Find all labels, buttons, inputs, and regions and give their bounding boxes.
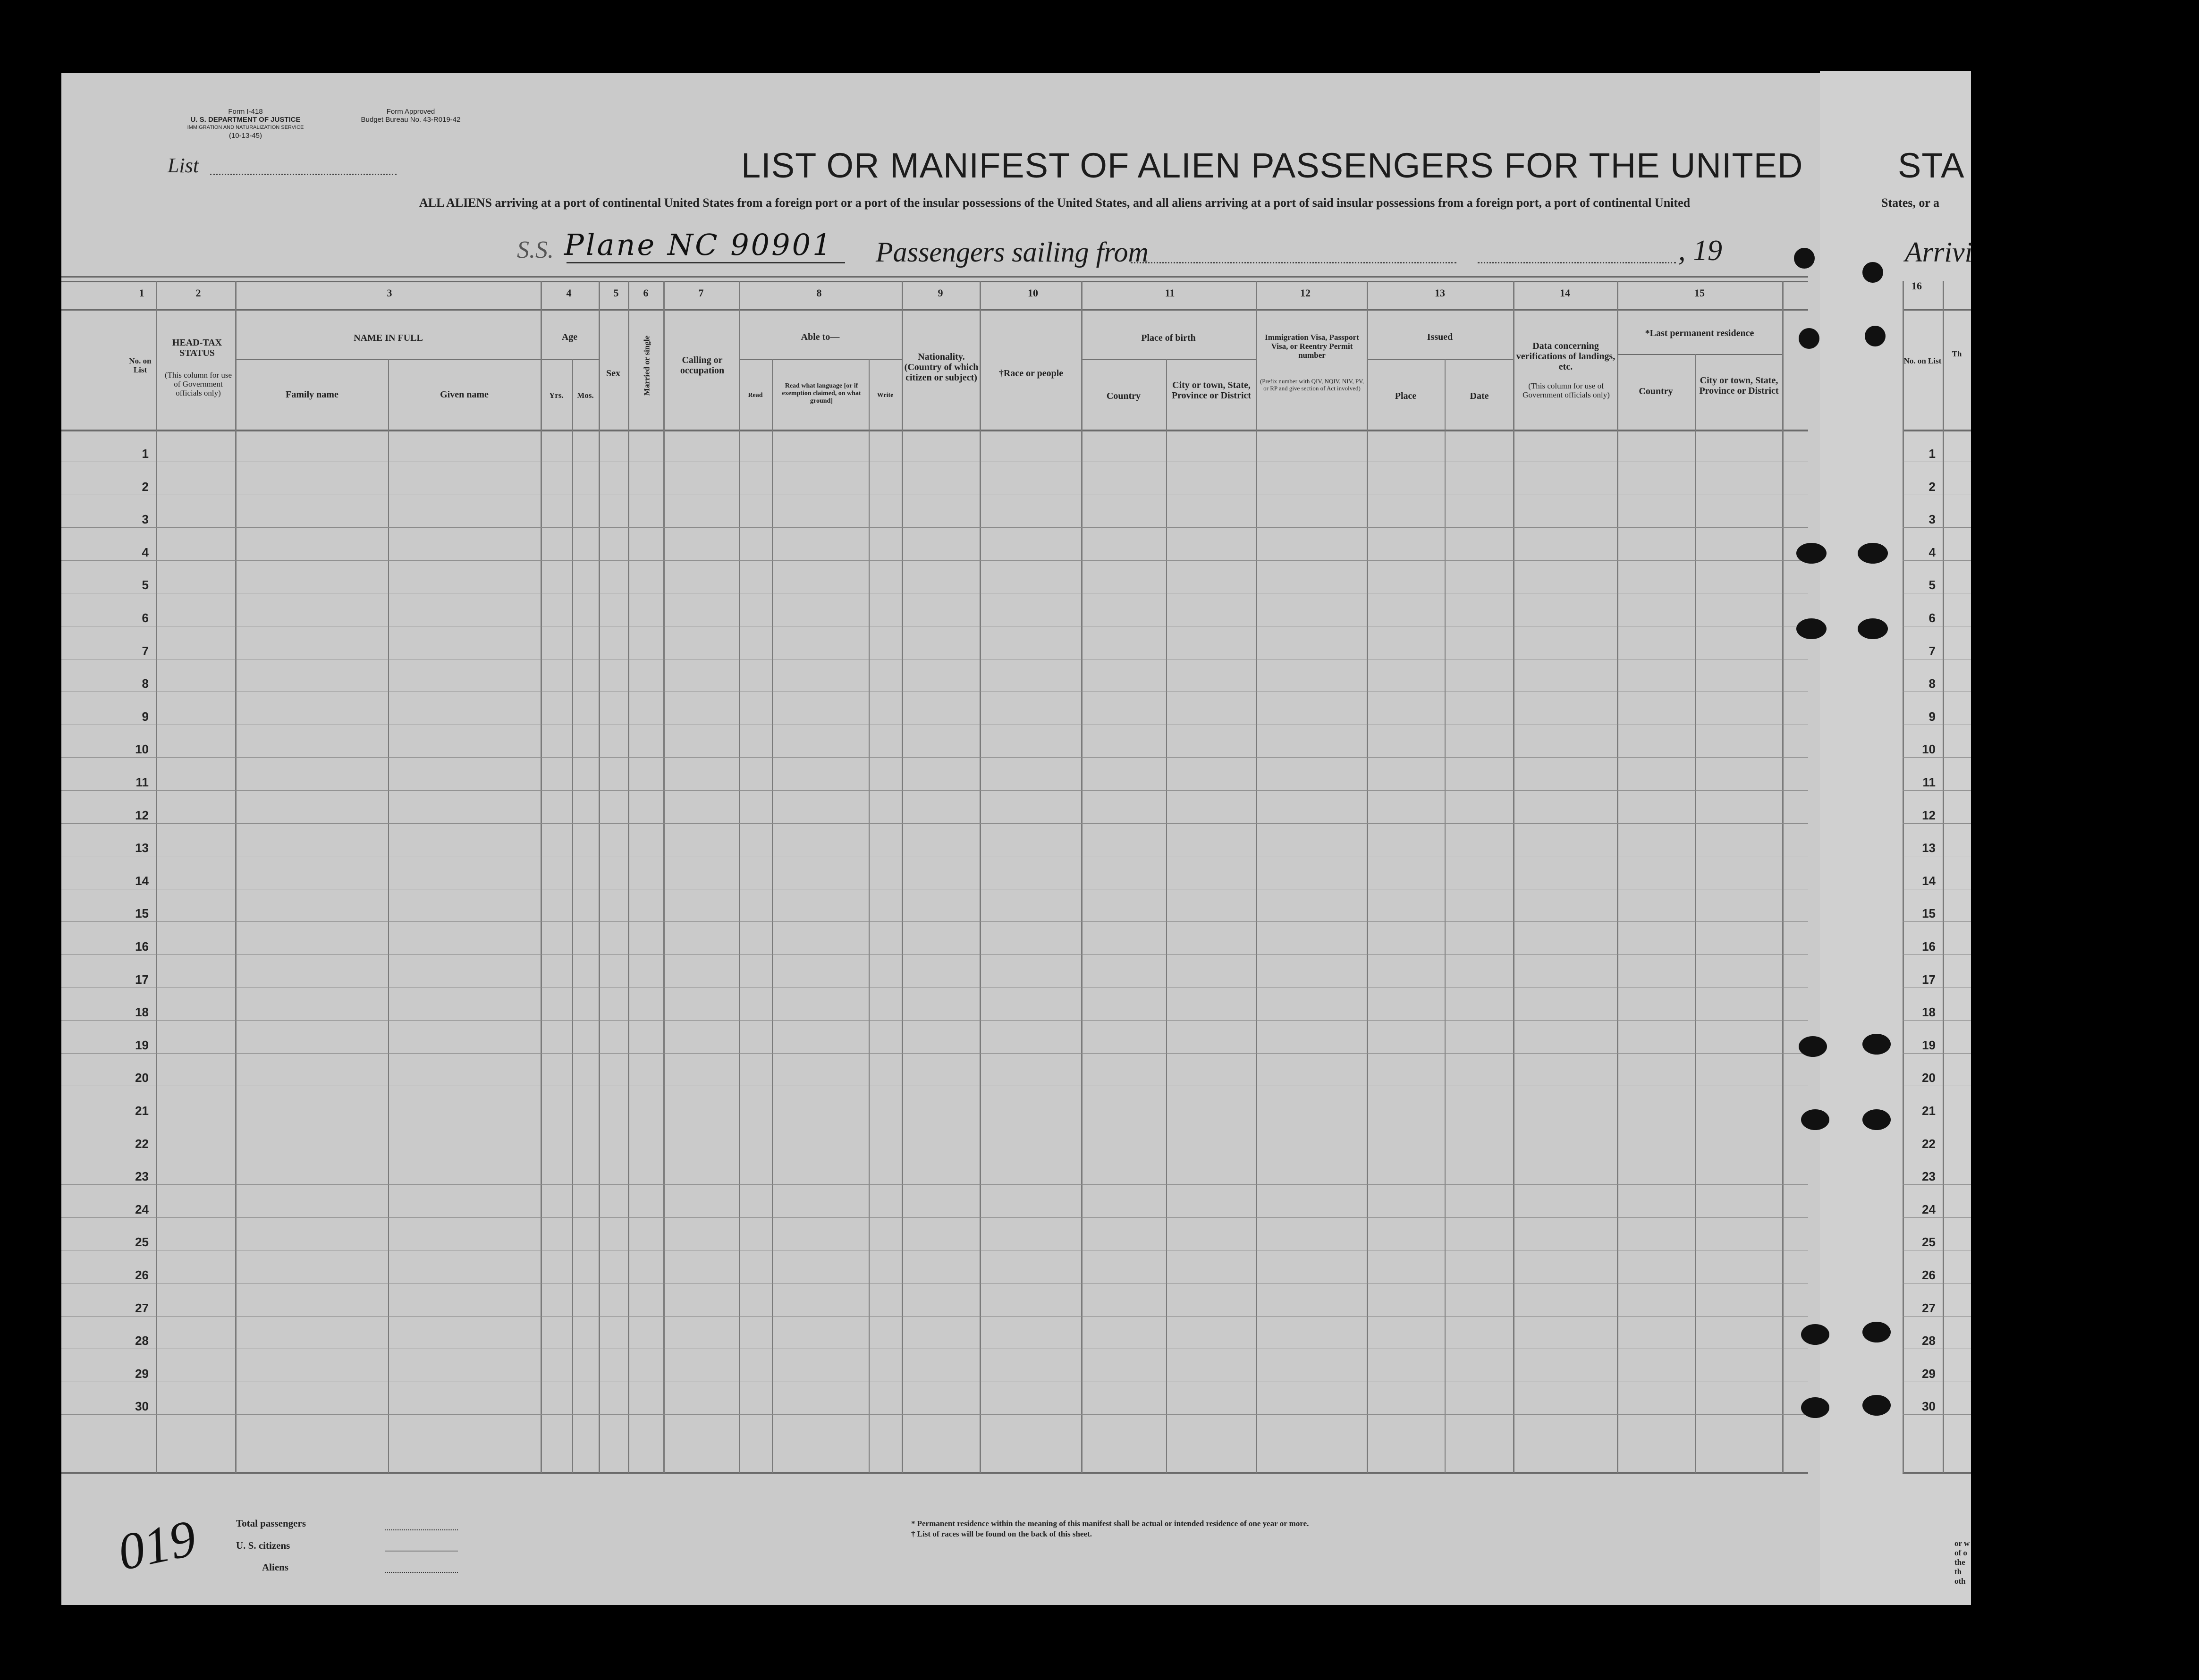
col-line [1617, 281, 1618, 1473]
col-line [1782, 281, 1784, 1473]
row-number: 23 [135, 1169, 149, 1183]
header-th: Th [1952, 349, 1962, 358]
col-num-12: 12 [1300, 287, 1311, 299]
row-number: 10 [135, 742, 149, 756]
row-line [61, 1414, 1808, 1415]
punch-hole [1799, 1036, 1827, 1057]
header-issued: Issued [1427, 332, 1453, 342]
row-number: 24 [135, 1202, 149, 1216]
row-number-right: 16 [1922, 939, 1936, 954]
col-line [628, 281, 629, 1473]
row-line-right [1903, 1217, 1971, 1218]
row-number: 9 [142, 709, 149, 724]
punch-hole [1862, 1109, 1891, 1130]
header-yrs: Yrs. [549, 391, 564, 400]
row-number-right: 17 [1922, 972, 1936, 987]
header-last-residence: *Last permanent residence [1645, 328, 1754, 338]
row-number-right: 7 [1928, 644, 1936, 658]
us-citizens-label: U. S. citizens [236, 1540, 290, 1551]
year-label: , 19 [1678, 235, 1722, 267]
col-line [1513, 281, 1514, 1473]
row-line [61, 1184, 1808, 1185]
row-line [61, 823, 1808, 824]
header-residence-city: City or town, State, Province or District [1699, 375, 1779, 396]
row-line-right [1903, 1020, 1971, 1021]
row-number-right: 1 [1928, 447, 1936, 461]
row-number: 25 [135, 1235, 149, 1249]
row-number-right: 29 [1922, 1367, 1936, 1381]
issued-subrule [1367, 359, 1513, 360]
form-approval [340, 108, 482, 124]
row-number: 4 [142, 545, 149, 559]
header-verifications: Data concerning verifications of landings, etc. [1516, 341, 1615, 372]
header-birth-country: Country [1106, 391, 1141, 401]
row-number: 5 [142, 578, 149, 592]
row-number: 22 [135, 1137, 149, 1151]
row-line [61, 921, 1808, 922]
row-number-right: 13 [1922, 841, 1936, 855]
row-line-right [1903, 954, 1971, 955]
row-number-right: 8 [1928, 676, 1936, 691]
row-line-right [1903, 757, 1971, 758]
header-age: Age [561, 332, 578, 342]
col-num-6: 6 [643, 287, 649, 299]
punch-hole [1862, 262, 1883, 283]
row-number: 6 [142, 611, 149, 625]
row-number: 12 [135, 808, 149, 822]
row-line-right [1903, 560, 1971, 561]
header-visa: Immigration Visa, Passport Visa, or Reentry Permit number [1265, 333, 1359, 360]
col-num-1: 1 [139, 287, 144, 299]
form-budget: Budget Bureau No. 43-R019-42 [361, 116, 461, 124]
col-num-4: 4 [566, 287, 572, 299]
handwritten-page-number: 019 [113, 1509, 201, 1581]
row-number-right: 20 [1922, 1071, 1936, 1085]
punch-hole [1799, 328, 1819, 349]
col-num-11: 11 [1165, 287, 1175, 299]
page-title: LIST OR MANIFEST OF ALIEN PASSENGERS FOR THE UNITED [741, 146, 1803, 185]
punch-hole [1865, 326, 1886, 346]
punch-hole [1858, 618, 1888, 639]
col-line [1367, 281, 1368, 1473]
row-number: 1 [142, 447, 149, 461]
row-line [61, 1217, 1808, 1218]
row-number: 18 [135, 1005, 149, 1019]
row-number-right: 19 [1922, 1038, 1936, 1052]
row-number: 8 [142, 676, 149, 691]
row-number-right: 24 [1922, 1202, 1936, 1216]
list-field[interactable] [210, 174, 397, 175]
header-verifications-note: (This column for use of Government officials only) [1522, 381, 1610, 399]
subtitle-continued: States, or a [1881, 196, 1940, 210]
row-line [61, 1053, 1808, 1054]
header-birth-city: City or town, State, Province or District [1171, 380, 1252, 401]
punch-hole [1858, 543, 1888, 564]
row-line-right [1903, 1316, 1971, 1317]
row-line [61, 1020, 1808, 1021]
col-num-16: 16 [1911, 280, 1922, 292]
aliens-field[interactable] [385, 1572, 458, 1573]
us-citizens-field[interactable] [385, 1551, 458, 1552]
row-line-right [1903, 1184, 1971, 1185]
row-number: 30 [135, 1399, 149, 1413]
row-number-right: 12 [1922, 808, 1936, 822]
row-line [61, 790, 1808, 791]
header-rule-top [61, 276, 1808, 278]
ship-name-handwritten: Plane NC 90901 [564, 228, 833, 262]
able-subrule [739, 359, 902, 360]
row-number: 21 [135, 1104, 149, 1118]
row-line-right [1903, 790, 1971, 791]
header-place-of-birth: Place of birth [1141, 333, 1196, 343]
header-rule-top-2 [61, 281, 1808, 282]
header-no-on-list: No. on List [129, 356, 152, 374]
col-line [599, 281, 600, 1473]
row-number: 15 [135, 906, 149, 920]
row-number-right: 30 [1922, 1399, 1936, 1413]
form-approved: Form Approved [386, 108, 435, 116]
row-number: 19 [135, 1038, 149, 1052]
row-number-right: 25 [1922, 1235, 1936, 1249]
col-line [541, 281, 542, 1473]
row-number: 7 [142, 644, 149, 658]
row-line [61, 954, 1808, 955]
colnum-rule [61, 309, 1808, 311]
row-number: 20 [135, 1071, 149, 1085]
header-read-language: Read what language [or if exemption claimed, on what ground] [782, 382, 861, 405]
table-bottom-rule-right [1903, 1472, 1971, 1474]
age-subrule [543, 359, 600, 360]
col-line [772, 359, 773, 1473]
punch-hole [1801, 1109, 1829, 1130]
col-line [663, 281, 665, 1473]
birth-subrule [1081, 359, 1256, 360]
header-write: Write [877, 392, 894, 399]
punch-hole [1862, 1395, 1891, 1416]
row-number: 13 [135, 841, 149, 855]
header-rule-bottom-right [1903, 430, 1971, 431]
header-rule-bottom [61, 430, 1808, 431]
row-number: 3 [142, 512, 149, 526]
punch-hole [1801, 1397, 1829, 1418]
row-number: 17 [135, 972, 149, 987]
col-line [739, 281, 740, 1473]
row-line-right [1903, 1053, 1971, 1054]
col-line [1166, 359, 1167, 1473]
row-line [61, 527, 1808, 528]
row-number-right: 21 [1922, 1104, 1936, 1118]
row-line-right [1903, 527, 1971, 528]
arriving-label: Arrivi [1905, 236, 1973, 268]
punch-hole [1862, 1322, 1891, 1342]
header-married: Married or single [642, 335, 651, 396]
header-given-name: Given name [440, 389, 489, 400]
form-date: (10-13-45) [228, 132, 262, 140]
row-number-right: 9 [1928, 709, 1936, 724]
punch-hole [1794, 248, 1815, 269]
row-number-right: 23 [1922, 1169, 1936, 1183]
row-number-right: 6 [1928, 611, 1936, 625]
row-number: 14 [135, 874, 149, 888]
col-line-right [1943, 281, 1944, 1473]
row-line-right [1903, 823, 1971, 824]
col-line [980, 281, 981, 1473]
header-visa-note: (Prefix number with QIV, NQIV, NIV, PV, or RP and give section of Act involved) [1260, 378, 1364, 392]
col-num-13: 13 [1435, 287, 1445, 299]
col-line-right [1903, 281, 1904, 1473]
col-num-8: 8 [816, 287, 822, 299]
col-line [1081, 281, 1083, 1473]
col-line [902, 281, 903, 1473]
header-residence-country: Country [1639, 386, 1673, 397]
punch-hole [1801, 1324, 1829, 1345]
punch-hole [1862, 1034, 1891, 1055]
residence-subrule [1617, 354, 1782, 355]
row-number: 2 [142, 480, 149, 494]
row-number-right: 22 [1922, 1137, 1936, 1151]
row-number-right: 28 [1922, 1334, 1936, 1348]
form-service: IMMIGRATION AND NATURALIZATION SERVICE [187, 125, 304, 130]
sailing-label: Passengers sailing from [876, 236, 1149, 268]
footnote-races: † List of races will be found on the back of this sheet. [911, 1529, 1092, 1538]
header-head-tax-note: (This column for use of Government officials only) [164, 371, 232, 397]
col-num-15: 15 [1694, 287, 1705, 299]
page-title-continued: STA [1898, 146, 1965, 185]
punch-hole [1796, 543, 1827, 564]
col-num-3: 3 [387, 287, 392, 299]
row-number: 27 [135, 1301, 149, 1315]
header-head-tax: HEAD-TAX STATUS [172, 338, 222, 358]
col-line [1445, 359, 1446, 1473]
row-number-right: 11 [1922, 775, 1936, 789]
ss-label: S.S. [517, 236, 554, 263]
col-num-14: 14 [1560, 287, 1570, 299]
form-metadata [161, 108, 330, 140]
header-sex: Sex [606, 368, 620, 379]
row-number: 11 [135, 775, 149, 789]
table-bottom-rule [61, 1472, 1808, 1474]
colnum-rule-right [1903, 309, 1971, 311]
col-line [572, 359, 573, 1473]
header-name-in-full: NAME IN FULL [354, 333, 423, 343]
header-calling: Calling or occupation [680, 355, 725, 376]
col-line [869, 359, 870, 1473]
row-number-right: 18 [1922, 1005, 1936, 1019]
col-line [235, 281, 237, 1473]
header-able-to: Able to— [801, 332, 840, 342]
header-no-on-list-right: No. on List [1903, 356, 1942, 365]
row-number-right: 2 [1928, 480, 1936, 494]
header-issued-date: Date [1470, 391, 1489, 401]
col-num-5: 5 [613, 287, 619, 299]
row-number: 29 [135, 1367, 149, 1381]
row-line [61, 757, 1808, 758]
col-line [1256, 281, 1257, 1473]
aliens-label: Aliens [262, 1562, 289, 1573]
header-issued-place: Place [1395, 391, 1417, 401]
header-nationality: Nationality. (Country of which citizen or subject) [904, 352, 979, 383]
col-num-2: 2 [195, 287, 201, 299]
col-num-7: 7 [698, 287, 704, 299]
manifest-sheet [61, 73, 1969, 1605]
right-side-note: or w of o the th oth [1954, 1539, 1970, 1586]
list-label: List [168, 154, 199, 177]
col-line [1695, 354, 1696, 1473]
col-line [388, 359, 389, 1473]
header-mos: Mos. [577, 391, 594, 400]
row-number: 16 [135, 939, 149, 954]
row-line [61, 560, 1808, 561]
row-line-right [1903, 921, 1971, 922]
col-num-10: 10 [1028, 287, 1038, 299]
row-number-right: 14 [1922, 874, 1936, 888]
row-number-right: 27 [1922, 1301, 1936, 1315]
row-number-right: 10 [1922, 742, 1936, 756]
row-line [61, 1316, 1808, 1317]
row-number-right: 5 [1928, 578, 1936, 592]
subtitle: ALL ALIENS arriving at a port of continental United States from a foreign port or a port of the insular possessions of the United States, and all aliens arriving at a port of said insular possessions from a foreign port, a port of continental United [419, 196, 1691, 210]
punch-hole [1796, 618, 1827, 639]
row-number-right: 3 [1928, 512, 1936, 526]
row-line-right [1903, 1414, 1971, 1415]
ship-field-line [567, 262, 845, 263]
total-passengers-field[interactable] [385, 1529, 458, 1530]
col-num-9: 9 [938, 287, 943, 299]
row-number-right: 26 [1922, 1268, 1936, 1282]
header-read: Read [748, 392, 763, 399]
header-race: †Race or people [998, 368, 1064, 379]
form-department: U. S. DEPARTMENT OF JUSTICE [190, 116, 301, 124]
sailing-port-field[interactable] [1131, 262, 1456, 263]
col-line [156, 281, 157, 1473]
row-number-right: 4 [1928, 545, 1936, 559]
total-passengers-label: Total passengers [236, 1518, 306, 1529]
row-number: 28 [135, 1334, 149, 1348]
next-sheet-strip [1820, 71, 1971, 1605]
row-number-right: 15 [1922, 906, 1936, 920]
footnote-residence: * Permanent residence within the meaning of this manifest shall be actual or intended residence of one year or more. [911, 1519, 1309, 1528]
row-number: 26 [135, 1268, 149, 1282]
sailing-date-field[interactable] [1478, 262, 1676, 263]
form-number: Form I-418 [228, 108, 263, 116]
header-family-name: Family name [286, 389, 338, 400]
name-subrule [236, 359, 543, 360]
